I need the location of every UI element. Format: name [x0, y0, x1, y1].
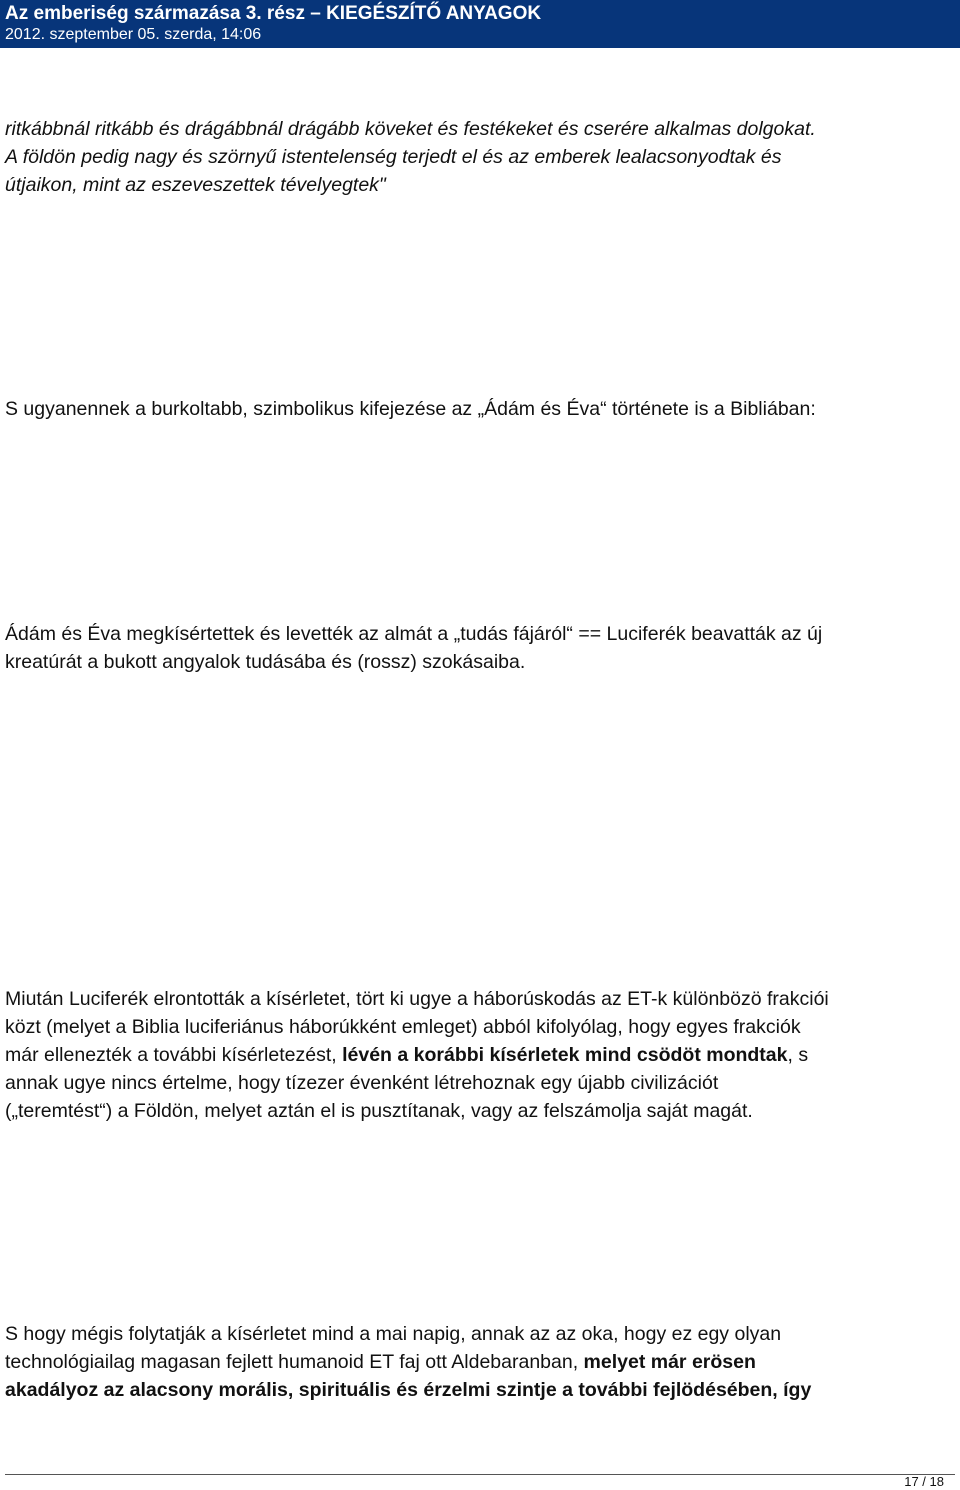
- text-line: útjaikon, mint az eszeveszettek tévelyegtek": [5, 174, 386, 196]
- paragraph-adam-eva: [5, 620, 955, 676]
- document-date: 2012. szeptember 05. szerda, 14:06: [5, 26, 262, 43]
- text-line: annak ugye nincs értelme, hogy tízezer évenként létrehoznak egy újabb civilizációt: [5, 1072, 719, 1094]
- paragraph-adam-eva-intro: [5, 395, 955, 423]
- text-line: ritkábbnál ritkább és drágábbnál drágább köveket és festékeket és cserére alkalmas dolgokat.: [5, 118, 816, 140]
- text-line: [5, 1376, 955, 1404]
- text-run: technológiailag magasan fejlett humanoid ET faj ott Aldebaranban,: [5, 1351, 584, 1373]
- bold-text: melyet már erösen: [583, 1351, 756, 1373]
- text-line: [5, 1348, 955, 1376]
- text-line: [5, 1041, 955, 1069]
- text-line: Ádám és Éva megkísértettek és levették az almát a „tudás fájáról“ == Luciferék beavatták az új: [5, 623, 823, 645]
- text-line: S ugyanennek a burkoltabb, szimbolikus kifejezése az „Ádám és Éva“ története is a Bibliában:: [5, 398, 816, 420]
- text-line: A földön pedig nagy és szörnyű istentelenség terjedt el és az emberek lealacsonyodtak és: [5, 146, 782, 168]
- text-line: S hogy mégis folytatják a kísérletet mind a mai napig, annak az az oka, hogy ez egy olyan: [5, 1323, 782, 1345]
- page-number: 17 / 18: [904, 1474, 944, 1489]
- text-line: kreatúrát a bukott angyalok tudásába és (rossz) szokásaiba.: [5, 651, 526, 673]
- footer-divider: [5, 1474, 955, 1475]
- paragraph-aldebaran: [5, 1320, 955, 1404]
- text-run: , s: [787, 1044, 809, 1066]
- text-line: közt (melyet a Biblia luciferiánus háborúkként emleget) abból kifolyólag, hogy egyes frakciók: [5, 1016, 801, 1038]
- bold-text: akadályoz az alacsony morális, spirituális és érzelmi szintje a további fejlödésében, így: [5, 1379, 812, 1401]
- text-line: Miután Luciferék elrontották a kísérletet, tört ki ugye a háborúskodás az ET-k különbözö frakciói: [5, 988, 829, 1010]
- bold-text: lévén a korábbi kísérletek mind csödöt mondtak: [342, 1044, 788, 1066]
- paragraph-luciferek: [5, 985, 955, 1125]
- document-title: Az emberiség származása 3. rész – KIEGÉSZÍTŐ ANYAGOK: [5, 3, 542, 24]
- document-header: [0, 0, 960, 48]
- text-run: már ellenezték a további kísérletezést,: [5, 1044, 343, 1066]
- text-line: („teremtést“) a Földön, melyet aztán el is pusztítanak, vagy az felszámolja saját magát.: [5, 1100, 753, 1122]
- quote-paragraph: [5, 115, 955, 199]
